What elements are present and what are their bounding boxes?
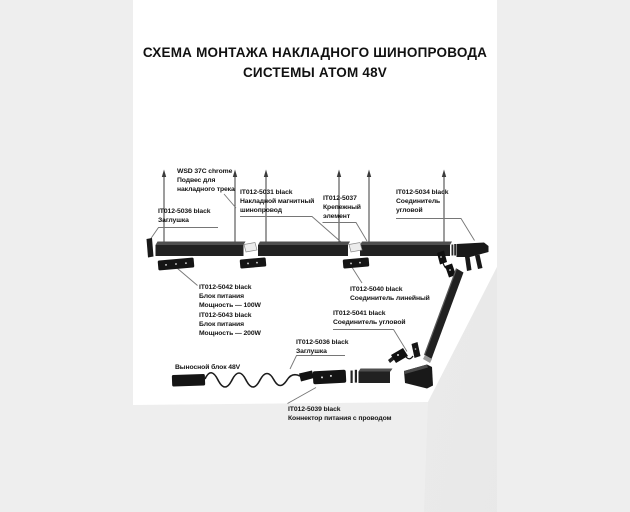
label-line: Мощность — 200W <box>199 330 261 337</box>
label-line: IT012-5041 black <box>333 310 386 317</box>
label-linear-5040 <box>350 285 430 303</box>
label-line: Накладной магнитный <box>240 198 315 205</box>
label-line: Подвес для <box>177 177 216 184</box>
label-line: накладного трека <box>177 186 235 193</box>
linear-connector-2 <box>343 257 370 268</box>
label-line: IT012-5036 black <box>158 208 211 215</box>
leader-corner-top <box>396 219 475 241</box>
vertical-track <box>423 269 464 364</box>
label-line: Соединитель <box>396 198 441 205</box>
label-clip-5037 <box>323 194 361 221</box>
title-line-2: СИСТЕМЫ АТОМ 48V <box>242 65 388 80</box>
linear-connector-1 <box>240 257 267 268</box>
power-cord <box>205 373 300 387</box>
leader-endcap-bottom <box>290 356 345 370</box>
title-line-1: СХЕМА МОНТАЖА НАКЛАДНОГО ШИНОПРОВОДА <box>142 45 488 60</box>
label-line: IT012-5034 black <box>396 189 449 196</box>
label-line: IT012-5043 black <box>199 312 252 319</box>
label-line: Коннектор питания с проводом <box>288 415 392 422</box>
label-line: Соединитель линейный <box>350 295 430 302</box>
label-line: Соединитель угловой <box>333 319 406 326</box>
label-line: Мощность — 100W <box>199 302 261 309</box>
label-line: Заглушка <box>296 348 327 355</box>
label-hanger-wsd37c <box>177 167 235 194</box>
label-line: WSD 37C chrome <box>177 168 233 175</box>
label-line: IT012-5031 black <box>240 189 293 196</box>
end-cap-bottom <box>351 370 358 383</box>
power-supply-unit <box>158 257 195 270</box>
leader-psu <box>178 269 198 286</box>
label-psu-200w <box>199 311 261 338</box>
label-line: элемент <box>323 213 351 220</box>
label-line: IT012-5036 black <box>296 339 349 346</box>
label-line: IT012-5039 black <box>288 406 341 413</box>
label-line: Выносной блок 48V <box>175 364 241 371</box>
remote-power-block <box>172 374 205 387</box>
leader-power-conn <box>288 388 317 404</box>
mount-clip-1 <box>244 243 257 253</box>
corner-connector-top <box>452 243 489 272</box>
label-line: Блок питания <box>199 321 244 328</box>
label-line: Заглушка <box>158 217 189 224</box>
label-endcap-bottom <box>296 338 348 356</box>
label-psu-100w <box>199 283 261 310</box>
label-corner-top-5034 <box>396 188 448 215</box>
label-line: угловой <box>396 207 423 214</box>
bottom-track <box>359 369 393 384</box>
label-remote-block <box>175 363 240 372</box>
power-connector <box>299 370 346 385</box>
leader-hanger <box>224 194 236 208</box>
label-corner-bottom-5041 <box>333 309 405 327</box>
label-line: Блок питания <box>199 293 244 300</box>
label-endcap-top <box>158 207 210 225</box>
label-line: IT012-5042 black <box>199 284 252 291</box>
label-line: Крепежный <box>323 204 361 211</box>
label-line: IT012-5037 <box>323 195 357 202</box>
label-power-conn-5039 <box>288 405 392 423</box>
end-cap-left <box>147 238 154 258</box>
label-track-5031 <box>240 188 314 215</box>
mount-clip-2 <box>349 243 362 253</box>
leader-linear <box>352 267 363 284</box>
track-segment-1 <box>156 242 246 257</box>
label-line: IT012-5040 black <box>350 286 403 293</box>
track-segment-2 <box>258 242 350 257</box>
label-line: шинопровод <box>240 207 282 214</box>
leader-endcap-top <box>150 228 219 241</box>
